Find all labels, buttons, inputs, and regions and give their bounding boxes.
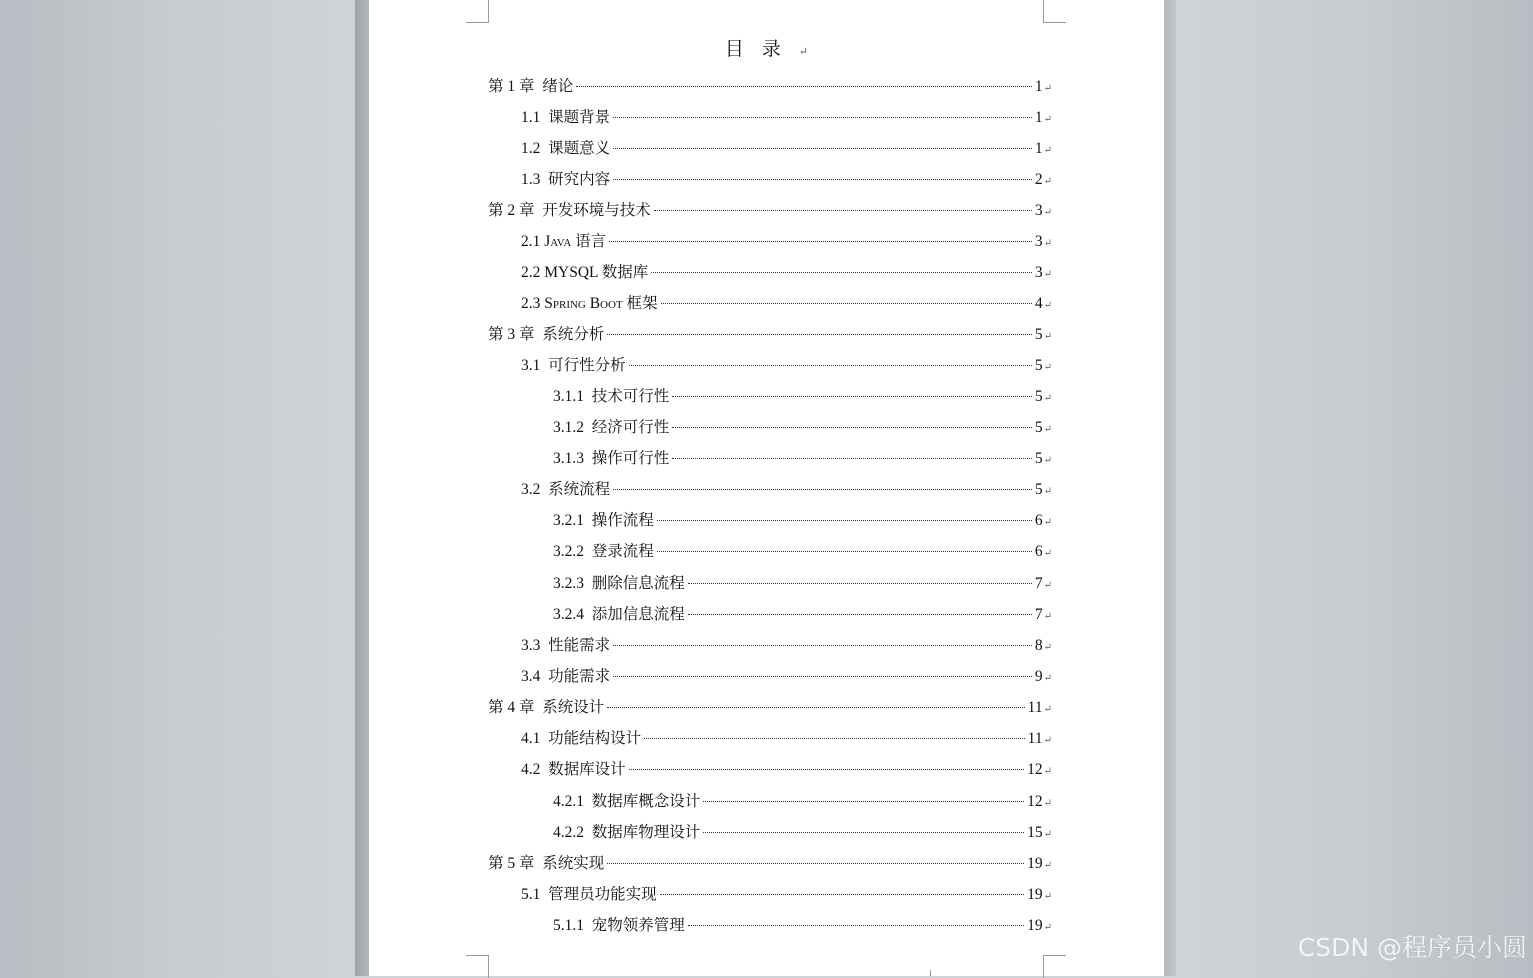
toc-entry-text: 1.1 课题背景	[521, 109, 611, 126]
toc-dot-leader	[629, 769, 1024, 770]
toc-entry-text: 第 2 章 开发环境与技术	[488, 202, 651, 219]
toc-dot-leader	[613, 645, 1032, 646]
toc-entry[interactable]	[521, 754, 1052, 785]
paragraph-mark: ↵	[1043, 548, 1052, 559]
toc-page-number: 5	[1034, 481, 1043, 498]
toc-entry-text: 3.3 性能需求	[521, 637, 611, 654]
toc-title-text: 目录	[724, 39, 799, 60]
toc-entry-text: 3.1.1 技术可行性	[553, 388, 670, 405]
toc-page-number: 5	[1034, 419, 1043, 436]
toc-dot-leader	[609, 241, 1032, 242]
toc-page-number: 3	[1034, 233, 1043, 250]
toc-page-number: 8	[1034, 637, 1043, 654]
toc-page-number: 5	[1034, 388, 1043, 405]
toc-page-number: 15	[1027, 824, 1043, 841]
toc-entry-text: 5.1.1 宠物领养管理	[553, 917, 685, 934]
paragraph-mark: ↵	[1043, 145, 1052, 156]
paragraph-mark: ↵	[1043, 176, 1052, 187]
watermark-text: CSDN @程序员小圆	[1297, 933, 1527, 962]
toc-page-number: 19	[1027, 917, 1043, 934]
toc-entry-text: 4.2.1 数据库概念设计	[553, 793, 701, 810]
paragraph-mark: ↵	[1043, 83, 1052, 94]
toc-entry-text: 4.2 数据库设计	[521, 761, 626, 778]
toc-entry[interactable]	[553, 817, 1052, 848]
toc-entry-text: 3.4 功能需求	[521, 668, 611, 685]
toc-entry[interactable]	[521, 474, 1052, 505]
toc-dot-leader	[613, 148, 1032, 149]
page-shadow-right	[1164, 0, 1176, 976]
toc-entry-text: 5.1 管理员功能实现	[521, 886, 657, 903]
toc-entry-text: 1.2 课题意义	[521, 140, 611, 157]
toc-page-number: 11	[1027, 730, 1043, 747]
toc-dot-leader	[661, 303, 1032, 304]
toc-dot-leader	[613, 179, 1032, 180]
toc-page-number: 3	[1034, 264, 1043, 281]
toc-dot-leader	[629, 365, 1032, 366]
toc-entry[interactable]	[521, 226, 1052, 257]
toc-page-number: 1	[1034, 109, 1043, 126]
toc-dot-leader	[672, 427, 1032, 428]
toc-entry-text: 3.2 系统流程	[521, 481, 611, 498]
toc-entry[interactable]	[553, 412, 1052, 443]
toc-entry-text: 3.1.2 经济可行性	[553, 419, 670, 436]
toc-entry[interactable]	[488, 848, 1052, 879]
toc-entry[interactable]	[488, 195, 1052, 226]
toc-page-number: 2	[1034, 171, 1043, 188]
paragraph-mark: ↵	[1043, 269, 1052, 280]
toc-entry[interactable]	[553, 505, 1052, 536]
paragraph-mark: ↵	[1043, 114, 1052, 125]
toc-entry[interactable]	[521, 879, 1052, 910]
paragraph-mark: ↵	[1043, 798, 1052, 809]
toc-page-number: 4	[1034, 295, 1043, 312]
toc-entry[interactable]	[488, 71, 1052, 102]
paragraph-mark: ↵	[798, 46, 809, 58]
toc-dot-leader	[607, 707, 1024, 708]
toc-dot-leader	[607, 334, 1032, 335]
toc-dot-leader	[651, 272, 1032, 273]
toc-entry-text: 3.1 可行性分析	[521, 357, 626, 374]
paragraph-mark: ↵	[1043, 517, 1052, 528]
toc-entry[interactable]	[553, 910, 1052, 941]
toc-entry-text: 2.1 Java 语言	[521, 233, 607, 250]
toc-entry-text: 第 1 章 绪论	[488, 78, 574, 95]
paragraph-mark: ↵	[1043, 580, 1052, 591]
paragraph-mark: ↵	[1043, 455, 1052, 466]
toc-page-number: 6	[1034, 512, 1043, 529]
toc-page-number: 3	[1034, 202, 1043, 219]
margin-corner-bottom-left	[466, 955, 489, 978]
toc-page-number: 9	[1034, 668, 1043, 685]
toc-dot-leader	[613, 676, 1032, 677]
toc-dot-leader	[576, 86, 1032, 87]
paragraph-mark: ↵	[1043, 207, 1052, 218]
document-page[interactable]	[369, 0, 1164, 976]
toc-dot-leader	[644, 738, 1025, 739]
toc-entry[interactable]	[553, 599, 1052, 630]
paragraph-mark: ↵	[1043, 486, 1052, 497]
toc-dot-leader	[657, 520, 1032, 521]
paragraph-mark: ↵	[1043, 704, 1052, 715]
toc-page-number: 12	[1027, 761, 1043, 778]
toc-entry[interactable]	[521, 257, 1052, 288]
toc-page-number: 1	[1034, 140, 1043, 157]
toc-entry-text: 3.2.2 登录流程	[553, 543, 654, 560]
page-shadow-left	[355, 0, 369, 976]
paragraph-mark: ↵	[1043, 300, 1052, 311]
toc-dot-leader	[657, 551, 1032, 552]
toc-entry[interactable]	[553, 786, 1052, 817]
toc-entry[interactable]	[553, 443, 1052, 474]
toc-entry[interactable]	[521, 350, 1052, 381]
paragraph-mark: ↵	[1043, 611, 1052, 622]
toc-dot-leader	[688, 925, 1024, 926]
toc-dot-leader	[660, 894, 1024, 895]
paragraph-mark: ↵	[1043, 766, 1052, 777]
paragraph-mark: ↵	[1043, 891, 1052, 902]
toc-dot-leader	[613, 117, 1032, 118]
toc-dot-leader	[672, 396, 1032, 397]
toc-entry[interactable]	[488, 319, 1052, 350]
paragraph-mark: ↵	[1043, 673, 1052, 684]
paragraph-mark: ↵	[1043, 424, 1052, 435]
toc-entry[interactable]	[521, 133, 1052, 164]
toc-page-number: 7	[1034, 606, 1043, 623]
toc-entry[interactable]	[521, 661, 1052, 692]
paragraph-mark: ↵	[1043, 238, 1052, 249]
toc-dot-leader	[613, 489, 1032, 490]
toc-page-number: 19	[1027, 855, 1043, 872]
toc-title	[369, 34, 1164, 61]
toc-entry[interactable]	[521, 288, 1052, 319]
toc-dot-leader	[607, 863, 1024, 864]
toc-page-number: 5	[1034, 450, 1043, 467]
toc-entry-text: 第 3 章 系统分析	[488, 326, 605, 343]
toc-entry[interactable]	[521, 630, 1052, 661]
toc-page-number: 1	[1034, 78, 1043, 95]
toc-page-number: 5	[1034, 326, 1043, 343]
margin-corner-top-left	[466, 0, 489, 23]
toc-entry[interactable]	[553, 381, 1052, 412]
toc-entry-text: 3.1.3 操作可行性	[553, 450, 670, 467]
paragraph-mark: ↵	[1043, 860, 1052, 871]
paragraph-mark: ↵	[1043, 362, 1052, 373]
margin-corner-top-right	[1043, 0, 1066, 23]
paragraph-mark: ↵	[1043, 642, 1052, 653]
margin-corner-bottom-right	[1043, 955, 1066, 978]
paragraph-mark: ↵	[1043, 829, 1052, 840]
toc-entry-text: 4.1 功能结构设计	[521, 730, 642, 747]
toc-entry[interactable]	[521, 102, 1052, 133]
toc-entry-text: 2.2 MYSQL 数据库	[521, 264, 649, 281]
toc-page-number: 7	[1034, 575, 1043, 592]
toc-dot-leader	[654, 210, 1032, 211]
toc-entry[interactable]	[553, 536, 1052, 567]
toc-entry-text: 第 4 章 系统设计	[488, 699, 605, 716]
paragraph-mark: ↵	[1043, 735, 1052, 746]
toc-entry[interactable]	[521, 723, 1052, 754]
toc-page-number: 11	[1027, 699, 1043, 716]
toc-dot-leader	[672, 458, 1032, 459]
toc-page-number: 12	[1027, 793, 1043, 810]
toc-entry-text: 1.3 研究内容	[521, 171, 611, 188]
toc-entry[interactable]	[488, 692, 1052, 723]
toc-page-number: 5	[1034, 357, 1043, 374]
paragraph-mark: ↵	[1043, 331, 1052, 342]
toc-dot-leader	[688, 583, 1032, 584]
toc-entry-text: 3.2.3 删除信息流程	[553, 575, 685, 592]
toc-dot-leader	[703, 832, 1024, 833]
toc-entry-text: 3.2.4 添加信息流程	[553, 606, 685, 623]
toc-entry-text: 2.3 Spring Boot 框架	[521, 295, 658, 312]
toc-page-number: 6	[1034, 543, 1043, 560]
toc-entry-text: 4.2.2 数据库物理设计	[553, 824, 701, 841]
toc-entry[interactable]	[553, 568, 1052, 599]
toc-dot-leader	[703, 801, 1024, 802]
toc-page-number: 19	[1027, 886, 1043, 903]
page-bottom-tick	[930, 970, 931, 976]
paragraph-mark: ↵	[1043, 922, 1052, 933]
paragraph-mark: ↵	[1043, 393, 1052, 404]
toc-entry-text: 第 5 章 系统实现	[488, 855, 605, 872]
toc-entry-text: 3.2.1 操作流程	[553, 512, 654, 529]
toc-entry[interactable]	[521, 164, 1052, 195]
toc-dot-leader	[688, 614, 1032, 615]
